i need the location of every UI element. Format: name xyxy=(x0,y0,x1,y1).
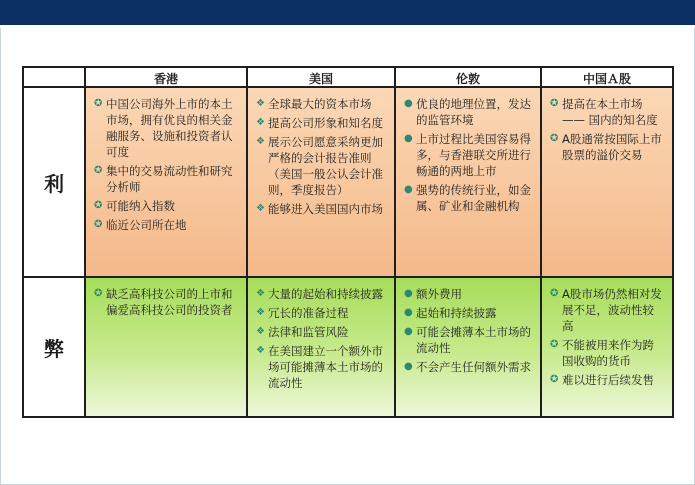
list-item xyxy=(94,286,238,318)
bullet-icon: ✪ xyxy=(550,339,559,350)
list-item xyxy=(404,305,532,321)
list-item xyxy=(550,96,664,128)
pros-china-cell xyxy=(540,88,672,276)
list-item xyxy=(256,324,386,340)
pros-london-cell xyxy=(394,88,540,276)
bullet-icon: ✪ xyxy=(94,200,103,211)
list-item-text: A股通常按国际上市股票的溢价交易 xyxy=(562,132,662,162)
cons-usa-cell xyxy=(246,278,394,416)
list-item xyxy=(256,134,386,198)
bullet-icon: ● xyxy=(404,184,413,195)
list-item xyxy=(404,182,532,214)
list-item-text: 可能会摊薄本土市场的流动性 xyxy=(416,325,531,355)
title-bar xyxy=(0,0,695,25)
list-item-text: 展示公司愿意采纳更加严格的会计报告准则（美国一般公认会计准则，季度报告） xyxy=(268,135,383,197)
bullet-icon: ❖ xyxy=(256,136,265,147)
list-item xyxy=(94,217,238,233)
list-item xyxy=(256,305,386,321)
header-empty-cell xyxy=(24,68,84,88)
bullet-icon: ✪ xyxy=(94,288,103,299)
list-item-text: 临近公司所在地 xyxy=(106,218,187,232)
bullet-icon: ✪ xyxy=(550,288,559,299)
list-item-text: 不能被用来作为跨国收购的货币 xyxy=(562,338,654,368)
bullet-icon: ❖ xyxy=(256,203,265,214)
bullet-icon: ● xyxy=(404,361,413,372)
list-item xyxy=(256,286,386,302)
bullet-icon: ✪ xyxy=(94,219,103,230)
list-item-text: 冗长的准备过程 xyxy=(268,306,349,320)
bullet-icon: ❖ xyxy=(256,98,265,109)
header-hongkong: 香港 xyxy=(84,68,246,88)
list-item-text: 全球最大的资本市场 xyxy=(268,97,372,111)
cons-label: 弊 xyxy=(24,278,84,416)
list-item xyxy=(550,372,664,388)
header-usa: 美国 xyxy=(246,68,394,88)
bullet-icon: ✪ xyxy=(550,98,559,109)
list-item-text: 集中的交易流动性和研究分析师 xyxy=(106,164,233,194)
list-item xyxy=(550,131,664,163)
list-item xyxy=(256,115,386,131)
header-china-a-share: 中国Ａ股 xyxy=(540,68,672,88)
pros-label: 利 xyxy=(24,88,84,276)
list-item-text: 难以进行后续发售 xyxy=(562,373,654,387)
table-header-row xyxy=(24,68,672,88)
list-item-text: 中国公司海外上市的本土市场，拥有优良的相关金融服务、设施和投资者认可度 xyxy=(106,97,233,159)
list-item xyxy=(550,337,664,369)
cons-hongkong-cell xyxy=(84,278,246,416)
list-item xyxy=(256,201,386,217)
title-bar-accent xyxy=(0,25,695,28)
cons-china-cell xyxy=(540,278,672,416)
bullet-icon: ✪ xyxy=(550,133,559,144)
list-item xyxy=(550,286,664,334)
bullet-icon: ● xyxy=(404,307,413,318)
list-item xyxy=(404,324,532,356)
list-item-text: 上市过程比美国容易得多，与香港联交所进行畅通的两地上市 xyxy=(416,132,531,178)
bullet-icon: ❖ xyxy=(256,307,265,318)
list-item-text: 强势的传统行业，如金属、矿业和金融机构 xyxy=(416,183,531,213)
list-item xyxy=(404,96,532,128)
list-item-text: 额外费用 xyxy=(416,287,462,301)
cons-london-cell xyxy=(394,278,540,416)
list-item-text: 不会产生任何额外需求 xyxy=(416,360,531,374)
list-item xyxy=(94,163,238,195)
list-item-text: A股市场仍然相对发展不足，波动性较高 xyxy=(562,287,662,333)
list-item-text: 优良的地理位置，发达的监管环境 xyxy=(416,97,531,127)
list-item-text: 可能纳入指数 xyxy=(106,199,175,213)
pros-usa-cell xyxy=(246,88,394,276)
bullet-icon: ✪ xyxy=(94,165,103,176)
list-item-text: 在美国建立一个额外市场可能摊薄本土市场的流动性 xyxy=(268,344,383,390)
list-item-text: 法律和监管风险 xyxy=(268,325,349,339)
list-item-text: 能够进入美国国内市场 xyxy=(268,202,383,216)
bullet-icon: ❖ xyxy=(256,117,265,128)
list-item xyxy=(94,96,238,160)
pros-hongkong-cell xyxy=(84,88,246,276)
pros-row xyxy=(24,88,672,278)
bullet-icon: ✪ xyxy=(550,374,559,385)
bullet-icon: ● xyxy=(404,133,413,144)
list-item-text: 提高在本土市场—— 国内的知名度 xyxy=(562,97,658,127)
list-item xyxy=(404,359,532,375)
list-item xyxy=(404,286,532,302)
bullet-icon: ❖ xyxy=(256,288,265,299)
bullet-icon: ✪ xyxy=(94,98,103,109)
cons-row xyxy=(24,278,672,416)
list-item xyxy=(404,131,532,179)
list-item-text: 起始和持续披露 xyxy=(416,306,497,320)
list-item-text: 提高公司形象和知名度 xyxy=(268,116,383,130)
bullet-icon: ❖ xyxy=(256,326,265,337)
header-london: 伦敦 xyxy=(394,68,540,88)
bullet-icon: ❖ xyxy=(256,345,265,356)
list-item xyxy=(256,96,386,112)
bullet-icon: ● xyxy=(404,288,413,299)
list-item-text: 大量的起始和持续披露 xyxy=(268,287,383,301)
comparison-table xyxy=(22,66,674,418)
list-item xyxy=(256,343,386,391)
bullet-icon: ● xyxy=(404,98,413,109)
bullet-icon: ● xyxy=(404,326,413,337)
list-item xyxy=(94,198,238,214)
list-item-text: 缺乏高科技公司的上市和偏爱高科技公司的投资者 xyxy=(106,287,233,317)
